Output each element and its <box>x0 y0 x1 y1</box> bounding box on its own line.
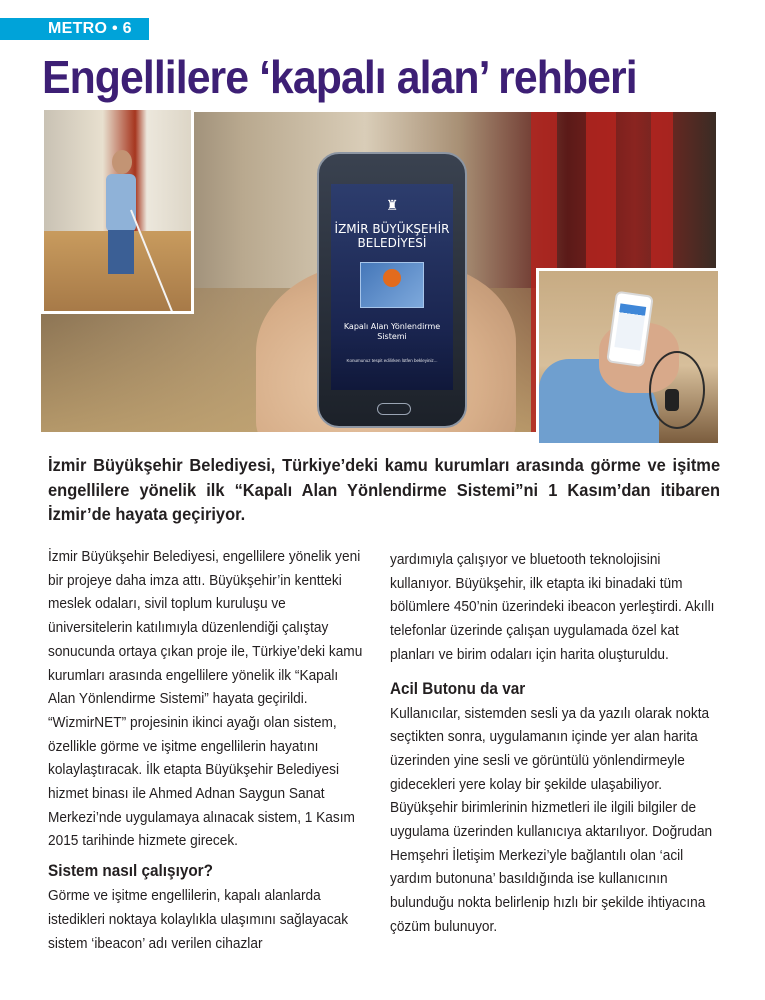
person-head <box>112 150 132 174</box>
subheading: Sistem nasıl çalışıyor? <box>48 861 213 881</box>
body-paragraph: yardımıyla çalışıyor ve bluetooth teknolojisini kullanıyor. Büyükşehir, ilk etapta iki binadaki tüm bölümlere 450’nin üzerindeki ibeacon yerleştirdi. Akıllı telefonlar üzerinde çalışan uygulamada özel kat planları ve birim odaları için harita oluşturuldu. <box>390 551 715 663</box>
inset-photo-phone-device <box>536 268 721 446</box>
body-paragraph: İzmir Büyükşehir Belediyesi, engellilere yönelik yeni bir projeye daha imza attı. Büyükşehir’in kentteki meslek odaları, sivil toplum kuruluşu ve üniversitelerin katılımıyla düzenlendiği çalıştay sonucunda ortaya çıkan proje ile, Türkiye’deki kamu kurumları arasında engellilere yönelik ilk “Kapalı Alan Yönlendirme Sistemi” hayata geçirildi. “WizmirNET” projesinin ikinci ayağı olan sistem, özellikle görme ve işitme engellilerin hayatını kolaylaştıracak. İlk etapta Büyükşehir Belediyesi hizmet binası ile Ahmed Adnan Saygun Sanat Merkezi’nde uygulamaya alınacak sistem, 1 Kasım 2015 tarihinde hizmete girecek. <box>48 548 363 850</box>
body-paragraph: Görme ve işitme engellilerin, kapalı alanlarda istedikleri noktaya kolaylıkla ulaşımını sağlayacak sistem ‘ibeacon’ adı verilen cihazlar <box>48 887 349 952</box>
smartphone <box>317 152 467 428</box>
inset-photo-cane-user <box>41 107 194 314</box>
municipality-logo-icon: ♜ <box>385 197 399 213</box>
map-icon <box>360 262 424 308</box>
body-paragraph: Kullanıcılar, sistemden sesli ya da yazılı olarak nokta seçtikten sonra, uygulamanın içinde yer alan harita üzerinden yine sesli ve görüntülü yönlendirmeyle gidecekleri yere kolay bir şekilde ulaşabiliyor. Büyükşehir birimlerinin hizmetleri ile ilgili bilgiler de uygulama üzerinden kullanıcıya aktarılıyor. Doğrudan Hemşehri İletişim Merkezi’yle bağlantılı olan ‘acil yardım butonuna’ basıldığında ise kullanıcının bulunduğu nokta belirlenip hızlı bir şekilde ihtiyacına çözüm bulunuyor. <box>390 704 713 935</box>
ibeacon-device <box>665 389 679 411</box>
location-pin-icon <box>383 269 401 287</box>
phone-screen <box>331 184 453 390</box>
section-tag: METRO • 6 <box>0 18 149 40</box>
person-legs <box>108 230 134 274</box>
subheading: Acil Butonu da var <box>390 678 526 698</box>
headline: Engellilere ‘kapalı alan’ rehberi <box>42 51 637 103</box>
lead-paragraph: İzmir Büyükşehir Belediyesi, Türkiye’deki kamu kurumları arasında görme ve işitme engellilere yönelik ilk “Kapalı Alan Yönlendirme Sistemi”ni 1 Kasım’dan itibaren İzmir’de hayata geçiriyor. <box>48 455 721 524</box>
person-body <box>106 174 136 232</box>
article-column-left <box>48 545 368 955</box>
article-column-right <box>390 548 723 939</box>
phone-screen-app-name: Kapalı Alan Yönlendirme Sistemi <box>343 322 441 341</box>
phone-home-button <box>377 403 411 415</box>
phone-screen-title: İZMİR BÜYÜKŞEHİR BELEDİYESİ <box>334 222 450 250</box>
phone-screen-status: Konumunuz tespit edilirken lütfen bekleyiniz... <box>346 358 438 363</box>
